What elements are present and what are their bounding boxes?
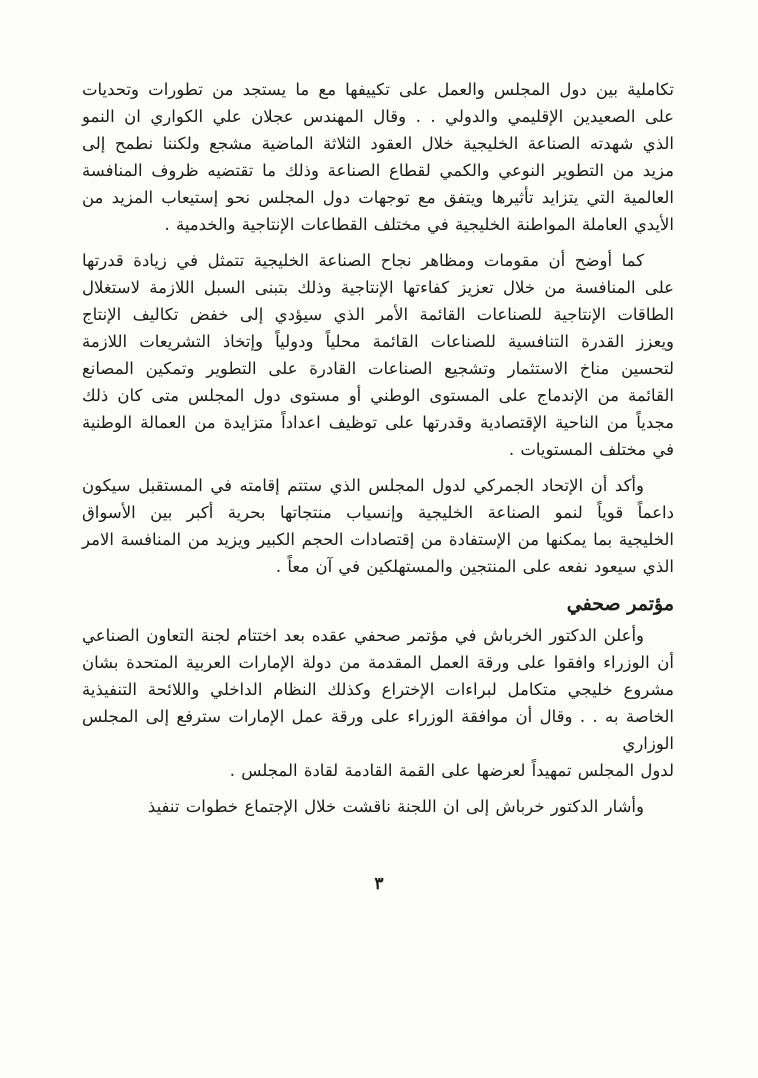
text-line: على الصعيدين الإقليمي والدولي . . وقال المهندس عجلان علي الكواري ان النمو	[82, 107, 674, 126]
text-line: وأكد أن الإتحاد الجمركي لدول المجلس الذي ستتم إقامته في المستقبل سيكون	[82, 476, 644, 495]
text-line: وأشار الدكتور خرباش إلى ان اللجنة ناقشت خلال الإجتماع خطوات تنفيذ	[147, 797, 644, 816]
document-body	[82, 76, 674, 820]
text-line: ويعزز القدرة التنافسية للصناعات القائمة محلياً ودولياً وإتخاذ التشريعات اللازمة	[82, 332, 674, 351]
section-heading: مؤتمر صحفي	[566, 593, 674, 615]
paragraph	[82, 472, 674, 580]
text-line: العالمية التي يتزايد تأثيرها ويتفق مع توجهات دول المجلس نحو إستيعاب المزيد من	[82, 188, 674, 207]
paragraph	[82, 247, 674, 463]
paragraph	[82, 76, 674, 238]
text-line: الذي سيعود نفعه على المنتجين والمستهلكين في آن معاً .	[275, 557, 674, 576]
text-line: على المنافسة من خلال تعزيز كفاءتها الإنتاجية وذلك بتبنى السبل اللازمة لاستغلال	[82, 278, 674, 297]
text-line: كما أوضح أن مقومات ومظاهر نجاح الصناعة الخليجية تتمثل في زيادة قدرتها	[82, 251, 644, 270]
text-line: مشروع خليجي متكامل لبراءات الإختراع وكذلك النظام الداخلي واللائحة التنفيذية	[82, 680, 674, 699]
text-line: لتحسين مناخ الاستثمار وتشجيع الصناعات القادرة على التطوير وتمكين المصانع	[82, 359, 674, 378]
text-line: مزيد من التطوير النوعي والكمي لقطاع الصناعة وذلك ما تقتضيه ظروف المنافسة	[82, 161, 674, 180]
text-line: مجدياً من الناحية الإقتصادية وقدرتها على توظيف اعداداً متزايدة من العمالة الوطنية	[82, 413, 674, 432]
paragraph	[82, 622, 674, 784]
text-line: وأعلن الدكتور الخرباش في مؤتمر صحفي عقده بعد اختتام لجنة التعاون الصناعي	[82, 626, 644, 645]
text-line: تكاملية بين دول المجلس والعمل على تكييفها مع ما يستجد من تطورات وتحديات	[82, 80, 674, 99]
text-line: لدول المجلس تمهيداً لعرضها على القمة القادمة لقادة المجلس .	[229, 761, 674, 780]
text-line: داعماً قوياً لنمو الصناعة الخليجية وإنسياب منتجاتها بحرية أكبر بين الأسواق	[82, 503, 674, 522]
text-line: الخاصة به . . وقال أن موافقة الوزراء على ورقة عمل الإمارات سترفع إلى المجلس الوزاري	[82, 707, 674, 753]
text-line: الأيدي العاملة المواطنة الخليجية في مختلف القطاعات الإنتاجية والخدمية .	[164, 215, 674, 234]
text-line: الطاقات الإنتاجية للصناعات القائمة الأمر الذي سيؤدي إلى خفض تكاليف الإنتاج	[82, 305, 674, 324]
page-number: ٣	[374, 874, 384, 894]
text-line: أن الوزراء وافقوا على ورقة العمل المقدمة من دولة الإمارات العربية المتحدة بشان	[82, 653, 674, 672]
text-line: القائمة من الإندماج على المستوى الوطني أو مستوى دول المجلس متى كان ذلك	[82, 386, 674, 405]
text-line: في مختلف المستويات .	[508, 440, 674, 459]
text-line: الخليجية بما يمكنها من الإستفادة من إقتصادات الحجم الكبير ويزيد من المنافسة الامر	[82, 530, 674, 549]
text-line: الذي شهدته الصناعة الخليجية خلال العقود الثلاثة الماضية مشجع ولكننا نطمح إلى	[82, 134, 674, 153]
paragraph	[82, 793, 674, 820]
